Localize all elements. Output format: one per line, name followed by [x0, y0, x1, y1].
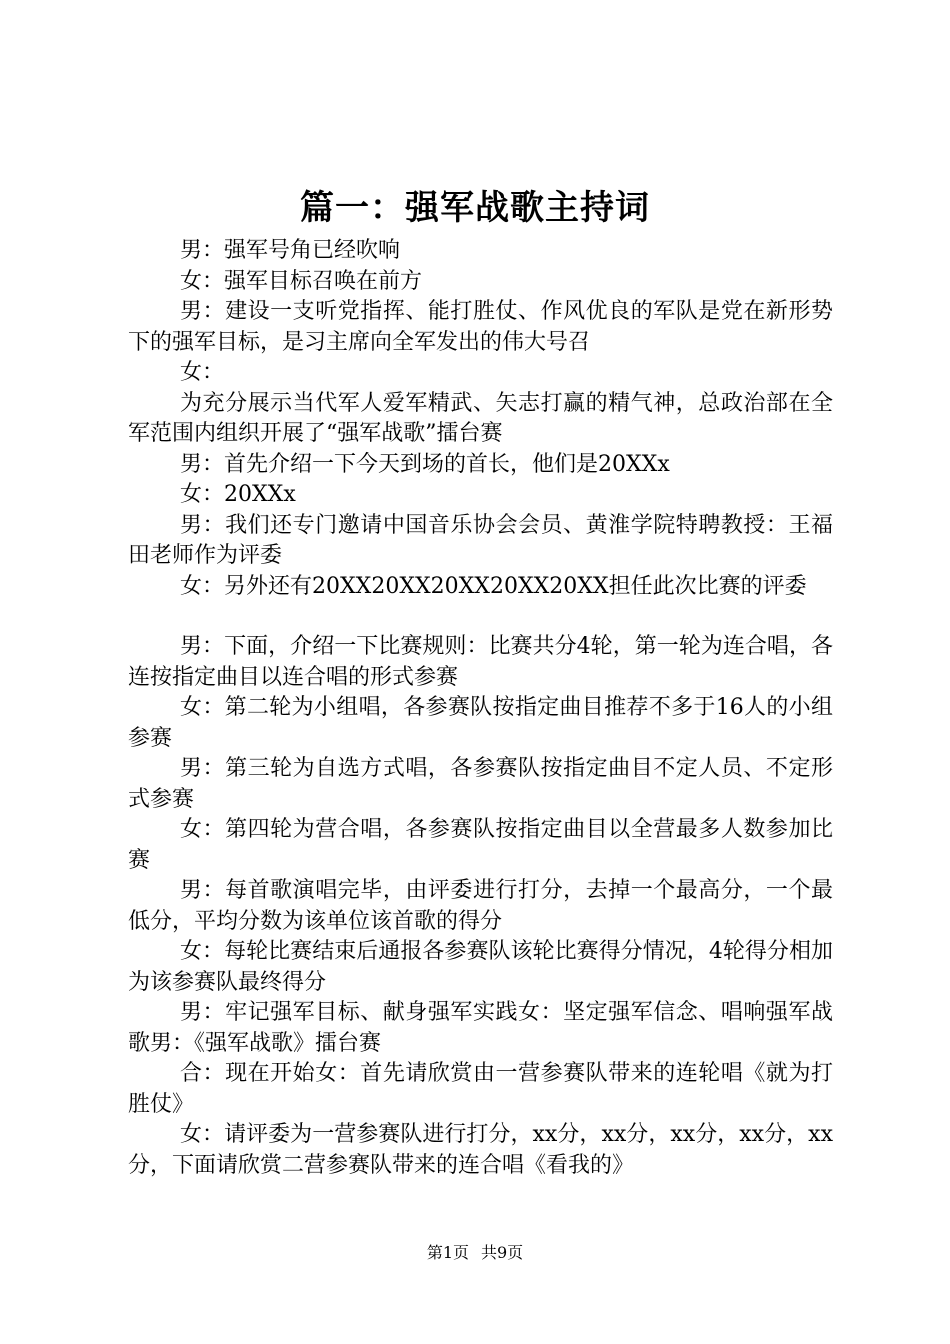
paragraph: 女：: [180, 360, 225, 385]
page-total: 共9页: [481, 1243, 524, 1262]
paragraph: 男：下面，介绍一下比赛规则：比赛共分4轮，第一轮为连合唱，各连按指定曲目以连合唱的形式参赛: [128, 634, 833, 690]
paragraph: 女：强军目标召唤在前方: [180, 268, 423, 294]
page-number: 第1页: [426, 1243, 469, 1262]
paragraph: 合：现在开始女：首先请欣赏由一营参赛队带来的连轮唱《就为打胜仗》: [128, 1061, 833, 1117]
paragraph: 为充分展示当代军人爱军精武、矢志打赢的精气神，总政治部在全军范围内组织开展了“强军战歌”擂台赛: [128, 390, 833, 446]
paragraph: 男：第三轮为自选方式唱，各参赛队按指定曲目不定人员、不定形式参赛: [128, 756, 833, 812]
paragraph: 女：20XXx: [180, 482, 296, 507]
paragraph: 女：第四轮为营合唱，各参赛队按指定曲目以全营最多人数参加比赛: [128, 817, 833, 873]
paragraph: 男：每首歌演唱完毕，由评委进行打分，去掉一个最高分，一个最低分，平均分数为该单位该首歌的得分: [128, 878, 833, 934]
paragraph: 女：另外还有20XX20XX20XX20XX20XX担任此次比赛的评委: [180, 573, 807, 599]
paragraph: 女：第二轮为小组唱，各参赛队按指定曲目推荐不多于16人的小组参赛: [128, 695, 833, 751]
paragraph: 男：牢记强军目标、献身强军实践女：坚定强军信念、唱响强军战歌男：《强军战歌》擂台赛: [128, 1000, 833, 1056]
page-footer: [0, 1242, 950, 1264]
paragraph: 男：首先介绍一下今天到场的首长，他们是20XXx: [180, 451, 670, 477]
paragraph: 男：强军号角已经吹响: [180, 238, 401, 263]
paragraph: 女：请评委为一营参赛队进行打分，xx分，xx分，xx分，xx分，xx分，下面请欣赏二营参赛队带来的连合唱《看我的》: [128, 1122, 833, 1178]
paragraph: 男：我们还专门邀请中国音乐协会会员、黄淮学院特聘教授：王福田老师作为评委: [128, 512, 833, 568]
document-title: 篇一：强军战歌主持词: [300, 188, 650, 228]
document-body: [128, 236, 833, 1181]
paragraph: 女：每轮比赛结束后通报各参赛队该轮比赛得分情况，4轮得分相加为该参赛队最终得分: [128, 939, 833, 995]
paragraph: 男：建设一支听党指挥、能打胜仗、作风优良的军队是党在新形势下的强军目标，是习主席向全军发出的伟大号召: [128, 299, 833, 355]
